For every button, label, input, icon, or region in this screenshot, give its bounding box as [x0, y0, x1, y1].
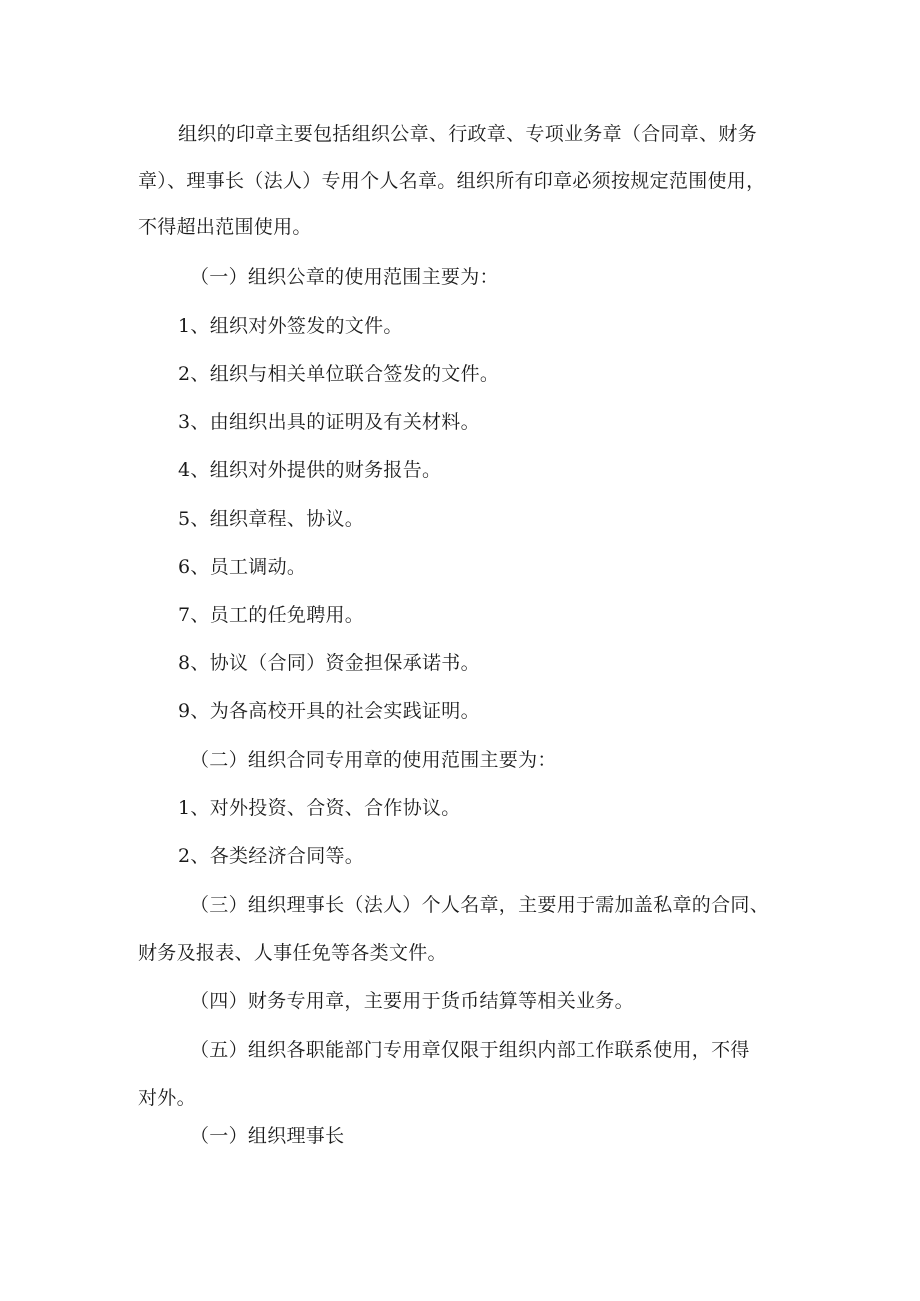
list-item: 5、组织章程、协议。 — [178, 508, 365, 530]
paragraph-intro-line-1: 组织的印章主要包括组织公章、行政章、专项业务章（合同章、财务 — [178, 123, 758, 145]
paragraph-intro-line-2: 章）、理事长（法人）专用个人名章。组织所有印章必须按规定范围使用， — [138, 170, 766, 192]
list-item: 9、为各高校开具的社会实践证明。 — [178, 700, 480, 722]
list-item: 4、组织对外提供的财务报告。 — [178, 459, 442, 481]
section-heading-official-seal: （一）组织公章的使用范围主要为： — [190, 266, 499, 288]
section-heading-director: （一）组织理事长 — [190, 1125, 345, 1147]
list-item: 8、协议（合同）资金担保承诺书。 — [178, 652, 480, 674]
list-item: 6、员工调动。 — [178, 556, 307, 578]
list-item: 1、组织对外签发的文件。 — [178, 315, 403, 337]
list-item: 3、由组织出具的证明及有关材料。 — [178, 411, 480, 433]
list-item: 2、组织与相关单位联合签发的文件。 — [178, 363, 500, 385]
list-item: 1、对外投资、合资、合作协议。 — [178, 797, 461, 819]
paragraph-finance-seal: （四）财务专用章，主要用于货币结算等相关业务。 — [190, 990, 634, 1012]
paragraph-department-seal-line-2: 对外。 — [138, 1087, 196, 1109]
paragraph-department-seal-line-1: （五）组织各职能部门专用章仅限于组织内部工作联系使用，不得 — [190, 1039, 750, 1061]
paragraph-intro-line-3: 不得超出范围使用。 — [138, 216, 312, 238]
paragraph-director-seal-line-1: （三）组织理事长（法人）个人名章，主要用于需加盖私章的合同、 — [190, 894, 770, 916]
list-item: 7、员工的任免聘用。 — [178, 604, 365, 626]
paragraph-director-seal-line-2: 财务及报表、人事任免等各类文件。 — [138, 942, 447, 964]
section-heading-contract-seal: （二）组织合同专用章的使用范围主要为： — [190, 749, 557, 771]
list-item: 2、各类经济合同等。 — [178, 845, 365, 867]
